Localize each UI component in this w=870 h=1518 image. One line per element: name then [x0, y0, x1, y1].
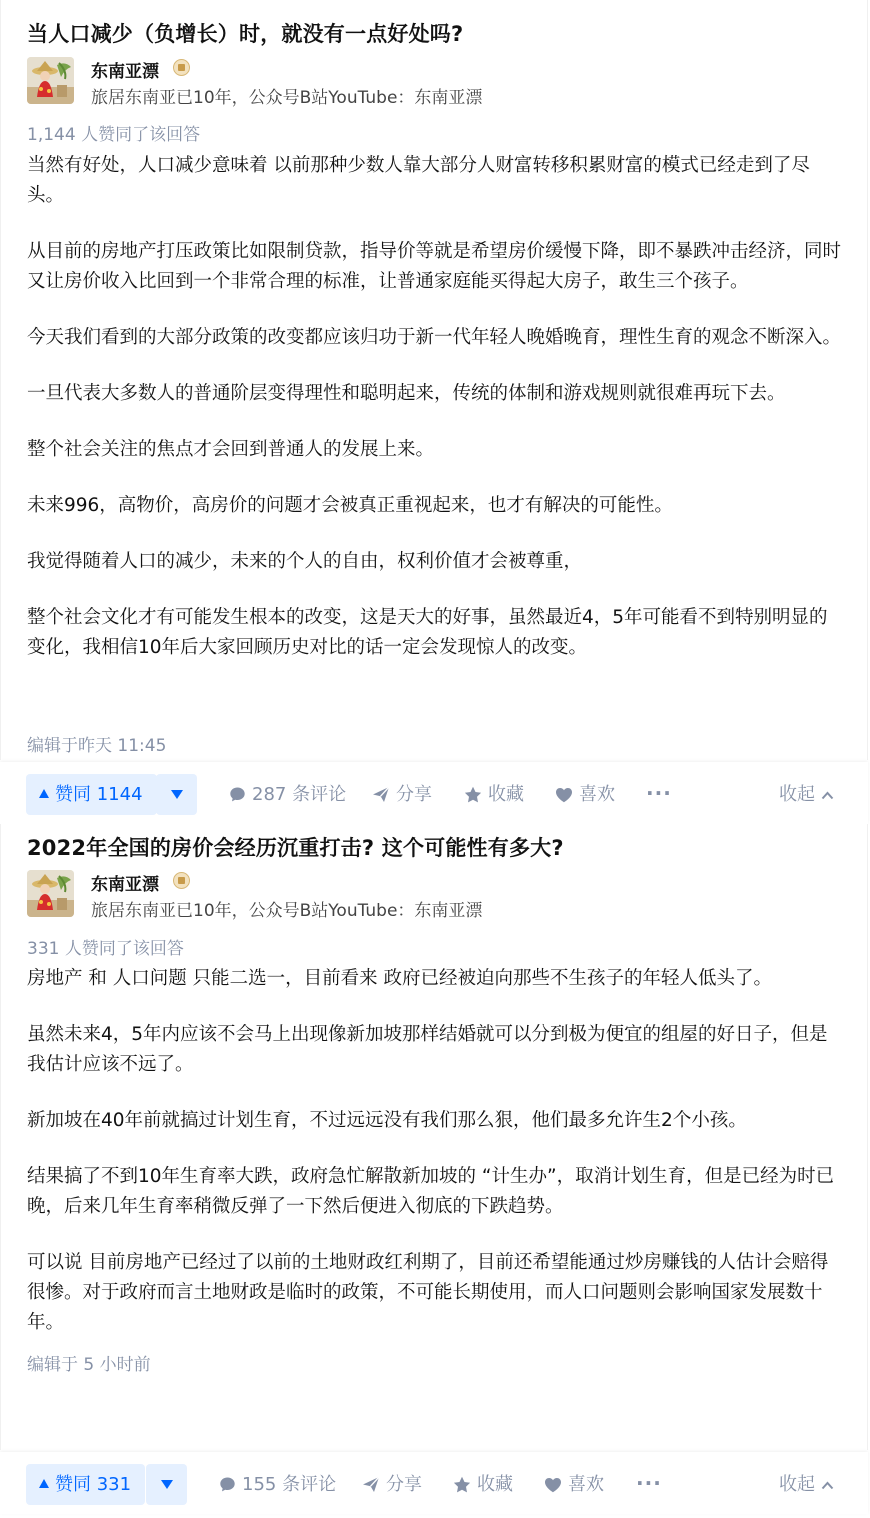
like-button[interactable]: 喜欢 — [555, 774, 615, 815]
answer-paragraph: 当然有好处，人口减少意味着 以前那种少数人靠大部分人财富转移积累财富的模式已经走到了尽头。 — [27, 155, 810, 206]
star-icon — [464, 786, 482, 803]
answer-paragraph: 虽然未来4，5年内应该不会马上出现像新加坡那样结婚就可以分到极为便宜的组屋的好日子，但是我估计应该不远了。 — [27, 1024, 828, 1075]
vote-up-button[interactable]: 赞同 1144 — [26, 774, 157, 815]
answer-paragraph: 一旦代表大多数人的普通阶层变得理性和聪明起来，传统的体制和游戏规则就很难再玩下去。 — [27, 383, 786, 404]
comment-icon — [229, 786, 246, 803]
verified-badge-icon — [173, 59, 190, 76]
arrow-down-icon — [161, 1480, 173, 1489]
author-bio: 旅居东南亚已10年，公众号B站YouTube：东南亚漂 — [91, 901, 483, 921]
more-button[interactable]: ··· — [646, 781, 672, 805]
verified-badge-icon — [173, 872, 190, 889]
star-icon — [453, 1476, 471, 1493]
author-bio: 旅居东南亚已10年，公众号B站YouTube：东南亚漂 — [91, 88, 483, 108]
answer-card — [0, 0, 868, 760]
answer-paragraph: 可以说 目前房地产已经过了以前的土地财政红利期了，目前还希望能通过炒房赚钱的人估计会赔得很惨。对于政府而言土地财政是临时的政策，不可能长期使用，而人口问题则会影响国家发展数十年。 — [27, 1252, 829, 1333]
avatar[interactable] — [27, 870, 74, 917]
answer-paragraph: 我觉得随着人口的减少，未来的个人的自由，权利价值才会被尊重， — [27, 551, 583, 572]
favorite-button[interactable]: 收藏 — [453, 1464, 513, 1505]
comment-icon — [219, 1476, 236, 1493]
more-button[interactable]: ··· — [636, 1471, 662, 1495]
answer-paragraph: 今天我们看到的大部分政策的改变都应该归功于新一代年轻人晚婚晚育，理性生育的观念不断深入。 — [27, 327, 842, 348]
arrow-down-icon — [171, 790, 183, 799]
collapse-button[interactable]: 收起 — [779, 1464, 834, 1505]
favorite-button[interactable]: 收藏 — [464, 774, 524, 815]
answer-paragraph: 整个社会文化才有可能发生根本的改变，这是天大的好事，虽然最近4，5年可能看不到特别明显的变化，我相信10年后大家回顾历史对比的话一定会发现惊人的改变。 — [27, 607, 828, 658]
avatar[interactable] — [27, 57, 74, 104]
vote-up-button[interactable]: 赞同 331 — [26, 1464, 145, 1505]
arrow-up-icon — [39, 789, 49, 798]
votes-meta: 331 人赞同了该回答 — [27, 939, 184, 959]
votes-meta: 1,144 人赞同了该回答 — [27, 125, 201, 145]
edited-time[interactable]: 编辑于 5 小时前 — [27, 1355, 151, 1375]
answer-content — [27, 151, 842, 689]
author-name[interactable]: 东南亚漂 — [91, 62, 159, 82]
share-button[interactable]: 分享 — [362, 1464, 422, 1505]
edited-time[interactable]: 编辑于昨天 11:45 — [27, 736, 167, 756]
collapse-button[interactable]: 收起 — [779, 774, 834, 815]
comments-button[interactable]: 155 条评论 — [219, 1464, 336, 1505]
question-title[interactable]: 当人口减少（负增长）时，就没有一点好处吗? — [27, 22, 464, 46]
answer-actions — [0, 762, 868, 824]
arrow-up-icon — [39, 1479, 49, 1488]
answer-content — [27, 964, 842, 1364]
answer-paragraph: 整个社会关注的焦点才会回到普通人的发展上来。 — [27, 439, 435, 460]
comments-button[interactable]: 287 条评论 — [229, 774, 346, 815]
answer-actions — [0, 1452, 868, 1514]
like-button[interactable]: 喜欢 — [544, 1464, 604, 1505]
answer-paragraph: 未来996，高物价，高房价的问题才会被真正重视起来，也才有解决的可能性。 — [27, 495, 673, 516]
answer-paragraph: 新加坡在40年前就搞过计划生育，不过远远没有我们那么狠，他们最多允许生2个小孩。 — [27, 1110, 747, 1131]
answer-paragraph: 从目前的房地产打压政策比如限制贷款，指导价等就是希望房价缓慢下降，即不暴跌冲击经济，同时又让房价收入比回到一个非常合理的标准，让普通家庭能买得起大房子，敢生三个孩子。 — [27, 241, 842, 292]
heart-icon — [555, 787, 573, 803]
vote-down-button[interactable] — [146, 1464, 187, 1505]
question-title[interactable]: 2022年全国的房价会经历沉重打击? 这个可能性有多大? — [27, 836, 564, 860]
answer-card — [0, 824, 868, 1450]
author-name[interactable]: 东南亚漂 — [91, 875, 159, 895]
share-button[interactable]: 分享 — [372, 774, 432, 815]
share-icon — [362, 1476, 380, 1493]
heart-icon — [544, 1477, 562, 1493]
chevron-up-icon — [821, 1481, 834, 1490]
vote-down-button[interactable] — [156, 774, 197, 815]
answer-paragraph: 结果搞了不到10年生育率大跌，政府急忙解散新加坡的 “计生办”，取消计划生育，但是已经为时已晚，后来几年生育率稍微反弹了一下然后便进入彻底的下跌趋势。 — [27, 1166, 835, 1217]
share-icon — [372, 786, 390, 803]
answer-paragraph: 房地产 和 人口问题 只能二选一，目前看来 政府已经被迫向那些不生孩子的年轻人低头了。 — [27, 968, 773, 989]
chevron-up-icon — [821, 791, 834, 800]
